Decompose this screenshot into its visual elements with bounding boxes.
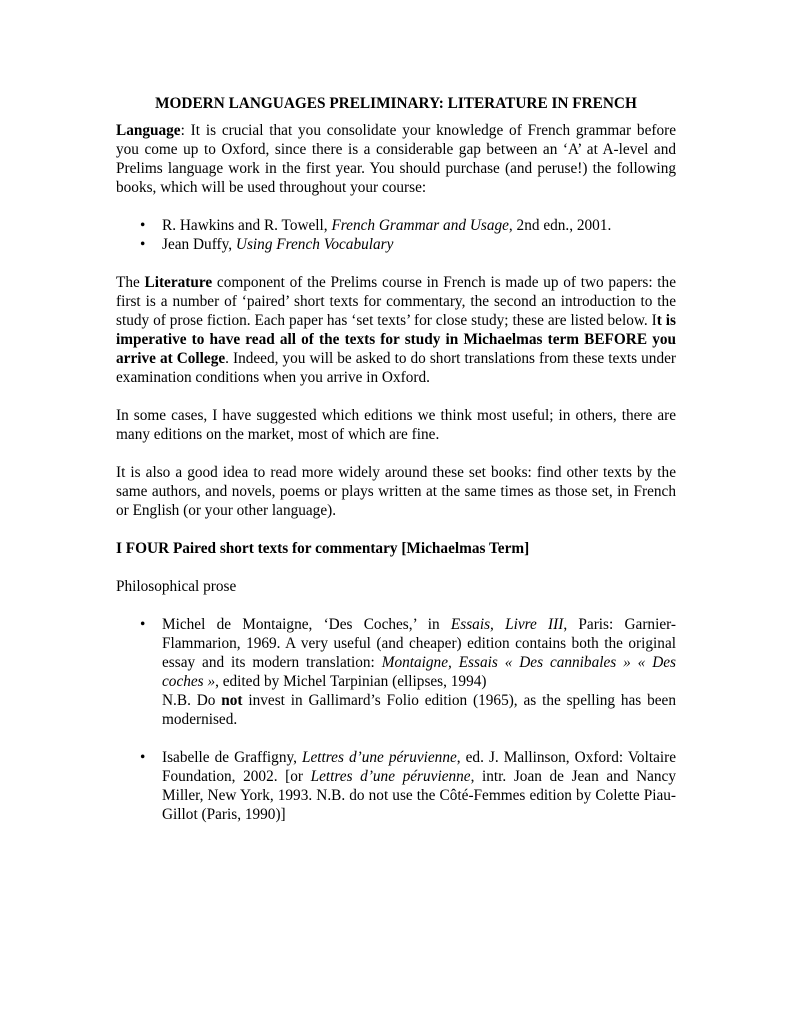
language-paragraph	[116, 121, 676, 197]
montaigne-note-2: invest in Gallimard’s Folio edition (1965), as the spelling has been modernised.	[162, 692, 676, 728]
literature-paragraph	[116, 273, 676, 387]
text-item-graffigny	[116, 748, 676, 824]
literature-bold-1: Literature	[144, 274, 213, 291]
section-heading	[116, 539, 676, 558]
montaigne-note-bold: not	[221, 692, 243, 709]
montaigne-editor: , edited by Michel Tarpinian (ellipses, 1994)	[215, 673, 487, 690]
graffigny-author: Isabelle de Graffigny,	[162, 749, 302, 766]
graffigny-alt-title: Lettres d’une péruvienne	[310, 768, 471, 785]
montaigne-title: Essais, Livre III	[450, 616, 564, 633]
montaigne-note-1: N.B. Do	[162, 692, 222, 709]
montaigne-alt-title: Montaigne, Essais « Des cannibales » « Des coches »	[162, 654, 676, 690]
book-author: R. Hawkins and R. Towell,	[162, 217, 332, 234]
bullet-icon: •	[140, 236, 146, 253]
subheading: Philosophical prose	[116, 578, 237, 595]
language-label: Language	[116, 122, 181, 139]
book-title: French Grammar and Usage	[331, 217, 509, 234]
graffigny-title: Lettres d’une péruvienne	[301, 749, 457, 766]
literature-text-3: . Indeed, you will be asked to do short translations from these texts under examination conditions when you arrive in Oxford.	[116, 350, 676, 386]
bullet-icon: •	[140, 616, 146, 633]
document-page	[116, 94, 676, 824]
book-author: Jean Duffy,	[162, 236, 236, 253]
book-title: Using French Vocabulary	[235, 236, 394, 253]
book-details: , 2nd edn., 2001.	[508, 217, 612, 234]
reading-paragraph: It is also a good idea to read more widely around these set books: find other texts by the same authors, and novels, poems or plays written at the same times as those set, in French or English (or your other language).	[116, 464, 676, 519]
page-title: MODERN LANGUAGES PRELIMINARY: LITERATURE IN FRENCH	[155, 95, 637, 112]
section-heading-text: I FOUR Paired short texts for commentary [Michaelmas Term]	[116, 540, 530, 557]
literature-text-1: The	[116, 274, 145, 291]
montaigne-author: Michel de Montaigne, ‘Des Coches,’ in	[162, 616, 451, 633]
bullet-icon: •	[140, 749, 146, 766]
literature-bold-2: t is imperative to have read all of the texts for study in Michaelmas term BEFORE you arrive at College	[116, 312, 676, 367]
language-text: : It is crucial that you consolidate your knowledge of French grammar before you come up to Oxford, since there is a considerable gap between an ‘A’ at A-level and Prelims language work in the first year. You should purchase (and peruse!) the following books, which will be used throughout your course:	[116, 122, 676, 196]
book-list	[116, 216, 676, 254]
graffigny-editor: , intr. Joan de Jean and Nancy Miller, New York, 1993. N.B. do not use the Côté-Femmes edition by Colette Piau-Gillot (Paris, 1990)]	[162, 768, 676, 823]
editions-paragraph: In some cases, I have suggested which editions we think most useful; in others, there are many editions on the market, most of which are fine.	[116, 407, 676, 443]
montaigne-details: , Paris: Garnier-Flammarion, 1969. A very useful (and cheaper) edition contains both the original essay and its modern translation:	[162, 616, 676, 671]
literature-text-2: component of the Prelims course in French is made up of two papers: the first is a number of ‘paired’ short texts for commentary, the second an introduction to the study of prose fiction. Each paper has ‘set texts’ for close study; these are listed below. I	[116, 274, 677, 329]
book-item-duffy	[116, 235, 676, 254]
bullet-icon: •	[140, 217, 146, 234]
text-item-montaigne	[116, 615, 676, 729]
graffigny-details: , ed. J. Mallinson, Oxford: Voltaire Foundation, 2002. [or	[162, 749, 676, 785]
text-list	[116, 615, 676, 824]
book-item-hawkins	[116, 216, 676, 235]
